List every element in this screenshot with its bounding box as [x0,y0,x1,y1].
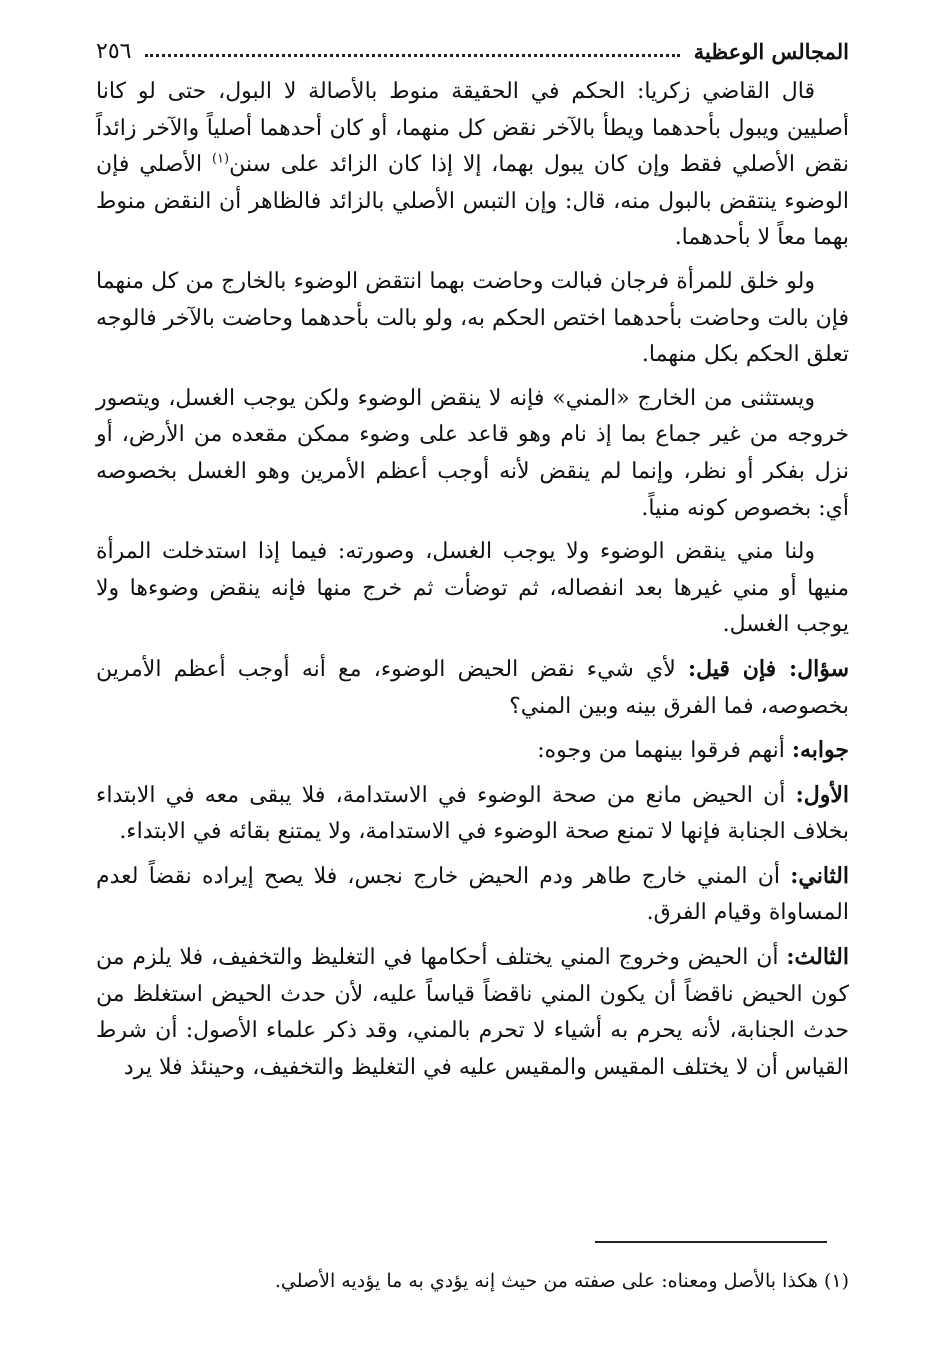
paragraph-4 [96,534,849,644]
paragraph-text: ويستثنى من الخارج «المني» فإنه لا ينقض الوضوء ولكن يوجب الغسل، ويتصور خروجه من غير جماع بما إذ نام وهو قاعد على وضوء ممكن مقعده من الأرض، أو نزل بفكر أو نظر، وإنما لم ينقض لأنه أوجب أعظم الأمرين وهو الغسل بخصوصه أي: بخصوص كونه منياً. [96,385,849,521]
paragraph-text: قال القاضي زكريا: الحكم في الحقيقة منوط بالأصالة لا البول، حتى لو كانا أصليين ويبول بأحدهما ويطأ بالآخر نقض كل منهما، أو كان أحدهما أصلياً والآخر زائداً نقض الأصلي فقط وإن كان يبول بهما، إلا إذا كان الزائد على سنن [96,79,849,178]
paragraph-lead: الأول: [795,781,849,808]
footnote [96,1266,849,1296]
paragraph-2 [96,264,849,374]
question-paragraph [96,651,849,725]
footnote-reference: (١) [211,151,230,167]
first-point-paragraph [96,777,849,851]
page-number: ٢٥٦ [96,38,132,64]
footnote-marker: (١) [823,1270,849,1292]
paragraph-text: أن الحيض وخروج المني يختلف أحكامها في التغليظ والتخفيف، فلا يلزم من كون الحيض ناقضاً أن يكون المني ناقضاً قياساً عليه، لأن حدث الحيض استغلظ من حدث الجنابة، لأنه يحرم به أشياء لا تحرم بالمني، وقد ذكر علماء الأصول: أن شرط القياس أن لا يختلف المقيس والمقيس عليه في التغليظ والتخفيف، وحينئذ فلا يرد [96,945,849,1080]
paragraph-lead: الثاني: [790,862,849,889]
running-title: المجالس الوعظية [693,38,849,64]
paragraph-1 [96,74,849,257]
paragraph-text: أنهم فرقوا بينهما من وجوه: [537,738,792,764]
footnote-divider [595,1241,827,1243]
page-header [96,34,849,68]
paragraph-text: لأي شيء نقض الحيض الوضوء، مع أنه أوجب أعظم الأمرين بخصوصه، فما الفرق بينه وبين المني؟ [96,656,849,719]
footnote-text: هكذا بالأصل ومعناه: على صفته من حيث إنه يؤدي به ما يؤديه الأصلي. [274,1270,824,1292]
paragraph-text: ولو خلق للمرأة فرجان فبالت وحاضت بهما انتقض الوضوء بالخارج من كل منهما فإن بالت وحاضت بأحدهما اختص الحكم به، ولو بالت بأحدهما وحاضت بالآخر فالوجه تعلق الحكم بكل منهما. [96,268,849,368]
header-dotted-leader [145,54,679,57]
paragraph-lead: الثالث: [786,944,849,971]
answer-paragraph [96,732,849,770]
paragraph-text-continued: الأصلي فإن الوضوء ينتقض بالبول منه، قال: وإن التبس الأصلي بالزائد فالظاهر أن النقض منوط بهما معاً لا بأحدهما. [96,152,849,251]
paragraph-lead: سؤال: فإن قيل: [687,655,849,682]
second-point-paragraph [96,858,849,932]
third-point-paragraph [96,939,849,1086]
paragraph-text: ولنا مني ينقض الوضوء ولا يوجب الغسل، وصورته: فيما إذا استدخلت المرأة منيها أو مني غيرها بعد انفصاله، ثم توضأت ثم خرج منها فإنه ينقض وضوءها ولا يوجب الغسل. [96,539,849,638]
paragraph-3 [96,381,849,527]
paragraph-lead: جوابه: [791,737,849,764]
paragraph-text: أن المني خارج طاهر ودم الحيض خارج نجس، فلا يصح إيراده نقضاً لعدم المساواة وقيام الفرق. [96,863,849,926]
body-text [96,74,849,1093]
paragraph-text: أن الحيض مانع من صحة الوضوء في الاستدامة، فلا يبقى معه في الابتداء بخلاف الجنابة فإنها لا تمنع صحة الوضوء في الاستدامة، ولا يمتنع بقائه في الابتداء. [96,782,849,845]
